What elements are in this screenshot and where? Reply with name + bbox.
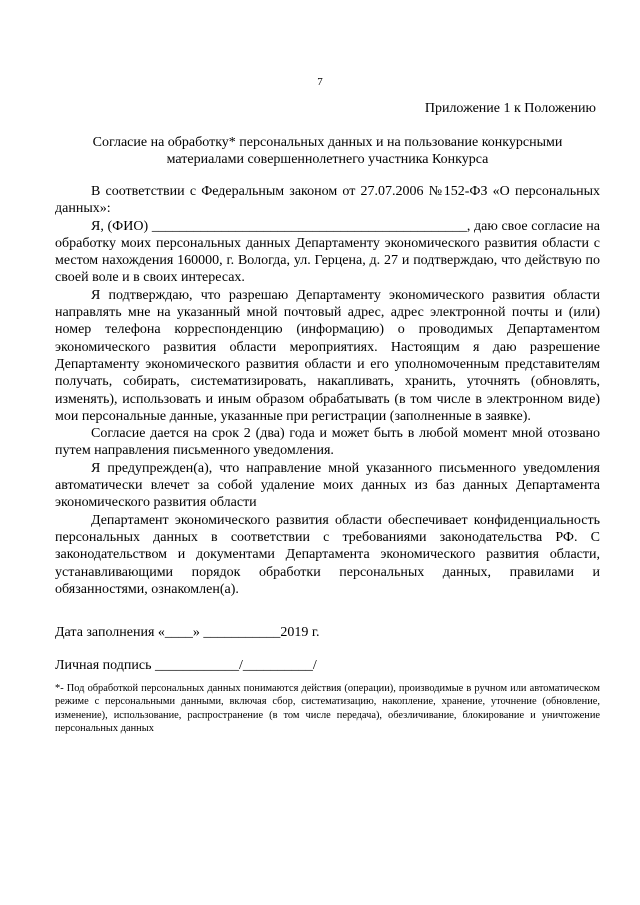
page-number: 7: [317, 76, 323, 88]
signature-line: Личная подпись ____________/__________/: [55, 658, 317, 673]
paragraph-confidentiality: Департамент экономического развития области обеспечивает конфиденциальность персональных данных в соответствии с требованиями законодательства РФ. С законодательством и документами Департамента экономического развития области, устанавливающими порядок обработки персональных данных, правилами и обязанностями, ознакомлен(а).: [55, 512, 600, 597]
footnote: *- Под обработкой персональных данных понимаются действия (операции), производимые в ручном или автоматическом режиме с персональными данными, включая сбор, систематизацию, накопление, хранение, уточнение (обновление, изменение), использование, распространение (в том числе передача), обезличивание, блокирование и уничтожение персональных данных: [55, 683, 600, 734]
paragraph-permission: Я подтверждаю, что разрешаю Департаменту экономического развития области направлять мне на указанный мной почтовый адрес, адрес электронной почты и (или) номер телефона корреспонденцию (информацию) о проводимых Департаментом экономического развития области мероприятиях. Настоящим я даю разрешение Департаменту экономического развития области и его уполномоченным представителям получать, собирать, систематизировать, накапливать, хранить, уточнять (обновлять, изменять), использовать и иным образом обрабатывать (в том числе в электронном виде) мои персональные данные, указанные при регистрации (заполненные в заявке).: [55, 287, 600, 424]
paragraph-warning: Я предупрежден(а), что направление мной указанного письменного уведомления автоматически влечет за собой удаление моих данных из баз данных Департамента экономического развития области: [55, 460, 600, 511]
fio-label: Я, (ФИО): [91, 218, 152, 234]
fill-section: [55, 624, 600, 674]
paragraph-consent: [55, 218, 600, 287]
fio-blank: _____________________________________________: [151, 218, 467, 234]
title-line-1: Согласие на обработку* персональных данных и на пользование конкурсными: [92, 135, 563, 150]
appendix-label: Приложение 1 к Положению: [424, 101, 596, 116]
consent-body: [55, 183, 600, 598]
document-title: [55, 134, 600, 168]
paragraph-term: Согласие дается на срок 2 (два) года и может быть в любой момент мной отозвано путем направления письменного уведомления.: [55, 426, 600, 459]
consent-text: , даю свое согласие на обработку моих персональных данных Департаменту экономического развития области с местом нахождения 160000, г. Вологда, ул. Герцена, д. 27 и подтверждаю, что действую по своей воле и в своих интересах.: [55, 218, 601, 286]
title-line-2: материалами совершеннолетнего участника Конкурса: [166, 152, 489, 167]
paragraph-law-reference: В соответствии с Федеральным законом от 27.07.2006 №152-ФЗ «О персональных данных»:: [55, 184, 600, 217]
date-line: Дата заполнения «____» ___________2019 г.: [55, 625, 320, 640]
